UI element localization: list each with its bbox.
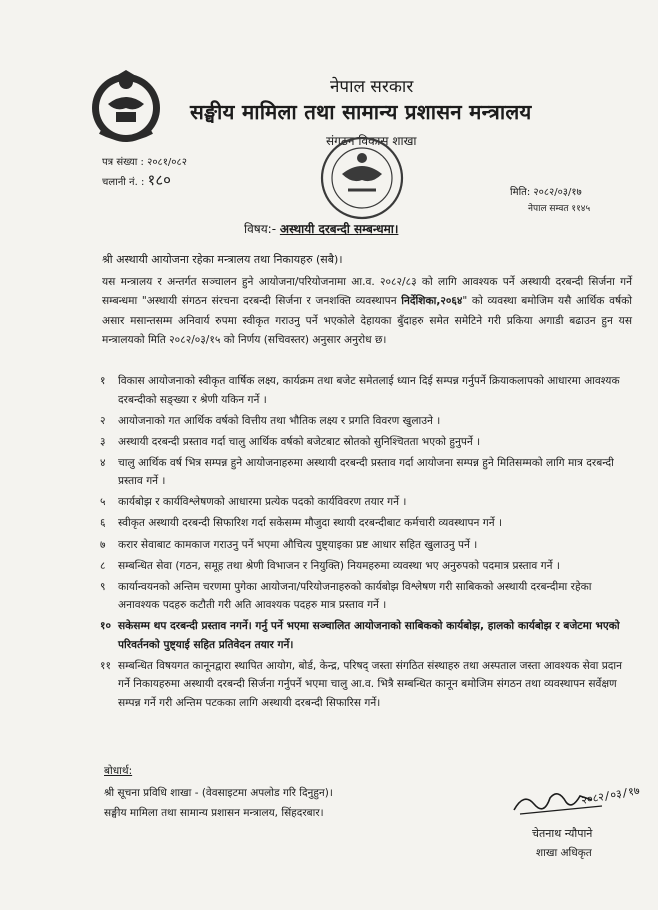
list-item-text: कार्यबोझ र कार्यविश्लेषणको आधारमा प्रत्येक पदको कार्यविवरण तयार गर्ने । [118,496,407,509]
signature-date: २०८२/०३/१७ [580,783,641,807]
list-item-text: स्वीकृत अस्थायी दरबन्दी सिफारिश गर्दा सकेसम्म मौजुदा स्थायी दरबन्दीबाट कर्मचारी व्यवस्थापन गर्ने । [118,517,503,530]
letter-number-label: पत्र संख्या : [102,157,144,168]
list-item-number: ५ [100,496,106,509]
list-item-number: ४ [100,456,106,469]
dispatch-number-row [102,170,171,190]
letter-number-row [102,154,187,168]
list-item [100,578,634,615]
list-item [100,433,634,452]
letter-number: २०८१/०८२ [147,157,187,168]
list-item [100,454,634,491]
list-item-text: सम्बन्धित सेवा (गठन, समूह तथा श्रेणी विभाजन र नियुक्ति) नियमहरुमा व्यवस्था भए अनुरुपको पदमात्र प्रस्ताव गर्ने । [118,559,560,572]
list-item [100,514,634,533]
date-value: २०८२/०३/१७ [533,187,582,198]
list-item-text: आयोजनाको गत आर्थिक वर्षको वित्तीय तथा भौतिक लक्ष्य र प्रगति विवरण खुलाउने । [118,414,441,427]
list-item-number: १ [100,375,106,387]
list-item-number: ११ [100,659,112,672]
intro-text-1: यस मन्त्रालय र अन्तर्गत सञ्चालन हुने आयोजना/परियोजनामा आ.व. २०८२/८३ को लागि आवश्यक पर्ने अस्थायी दरबन्दी सिर्जना गर्ने सम्बन्धमा "अस्थायी संगठन संरचना दरबन्दी सिर्जना र जनशक्ति व्यवस्थापन [102,276,632,308]
list-item [100,493,634,512]
list-item-number: १० [100,620,112,633]
intro-paragraph [102,273,632,350]
list-item-text: कार्यान्वयनको अन्तिम चरणमा पुगेका आयोजना/परियोजनाहरुको कार्यबोझ विश्लेषण गरी साबिकको अस्थायी दरबन्दीमा रहेका अनावश्यक पदहरु कटौती गरी अति आवश्यक पदहरु मात्र प्रस्ताव गर्ने । [118,580,592,612]
subject-label: विषय:- [244,222,277,236]
list-item-number: ९ [100,580,106,593]
list-item-number: २ [100,414,106,427]
cc-title: बोधार्थ: [104,765,133,777]
list-item-text: चालु आर्थिक वर्ष भित्र सम्पन्न हुने आयोजनाहरुमा अस्थायी दरबन्दी प्रस्ताव गर्दा आयोजना सम्पन्न हुने मितिसम्मको लागि मात्र दरबन्दी प्रस्ताव गर्ने । [118,456,614,488]
list-item-text: सम्बन्धित विषयगत कानूनद्वारा स्थापित आयोग, बोर्ड, केन्द्र, परिषद् जस्ता संगठित संस्थाहरु तथा अस्पताल जस्ता आवश्यक सेवा प्रदान गर्ने निकायहरुमा अस्थायी दरबन्दी सिर्जना गर्नुपर्ने भएमा चालु आ.व. भित्रै सम्बन्धित कानून बमोजिम संगठन तथा व्यवस्थापन सर्वेक्षण सम्पन्न गर्ने गरी अन्तिम पटकका लागि अस्थायी दरबन्दी सिफारिस गर्ने। [118,659,623,709]
list-item-number: ८ [100,559,106,572]
list-item-number: ७ [100,538,106,551]
list-item-text: सकेसम्म थप दरबन्दी प्रस्ताव नगर्ने। गर्नु पर्ने भएमा सञ्चालित आयोजनाको साबिकको कार्यबोझ, हालको कार्यबोझ र बजेटमा भएको परिवर्तनको पुष्ट्याई सहित प्रतिवेदन तयार गर्ने। [118,620,620,651]
instruction-list [100,372,634,715]
addressee: श्री अस्थायी आयोजना रहेका मन्त्रालय तथा निकायहरु (सबै)। [102,253,343,266]
date-label: मिति: [510,187,531,198]
intro-text-bold: निर्देशिका,२०६४ [401,295,463,308]
dispatch-number: १८० [147,171,171,189]
date-row [510,184,582,198]
office-stamp-icon [308,128,416,224]
cc-line: श्री सूचना प्रविधि शाखा - (वेवसाइटमा अपलोड गरि दिनुहुन)। [104,787,333,799]
list-item [100,617,634,654]
list-item [100,536,634,555]
list-item-number: ६ [100,517,106,530]
list-item-text: अस्थायी दरबन्दी प्रस्ताव गर्दा चालु आर्थिक वर्षको बजेटबाट स्रोतको सुनिश्चितता भएको हुनुपर्ने । [118,435,481,448]
list-item [100,372,634,409]
nepal-emblem-icon [86,66,166,146]
list-item-text: विकास आयोजनाको स्वीकृत वार्षिक लक्ष्य, कार्यक्रम तथा बजेट समेतलाई ध्यान दिई सम्पन्न गर्नुपर्ने क्रियाकलापको आधारमा आवश्यक दरबन्दीको सङ्ख्या र श्रेणी यकिन गर्ने । [118,375,620,406]
era-row [528,201,590,214]
list-item-number: ३ [100,435,106,448]
list-item [100,412,634,431]
subject-line [244,220,398,237]
cc-line: सङ्घीय मामिला तथा सामान्य प्रशासन मन्त्रालय, सिंहदरबार। [104,807,324,819]
signer-title: शाखा अधिकृत [536,847,592,859]
dispatch-number-label: चलानी नं. : [102,177,145,188]
signer-name: चेतनाथ न्यौपाने [532,827,593,840]
ministry-name: सङ्घीय मामिला तथा सामान्य प्रशासन मन्त्रालय [190,100,532,124]
list-item [100,557,634,576]
era-year: ११४५ [571,204,591,214]
signature-icon [506,770,648,826]
era-label: नेपाल सम्वत [528,204,569,214]
list-item [100,657,634,713]
branch-name: संगठन विकास शाखा [326,134,417,148]
subject-text: अस्थायी दरबन्दी सम्बन्धमा। [279,222,399,236]
list-item-text: करार सेवाबाट कामकाज गराउनु पर्ने भएमा औचित्य पुष्ट्याइका प्रष्ट आधार सहित खुलाउनु पर्ने । [118,538,478,551]
government-name: नेपाल सरकार [330,77,414,97]
intro-text-2: " को व्यवस्था बमोजिम यसै आर्थिक वर्षको असार मसान्तसम्म अनिवार्य रुपमा स्वीकृत गराउनु पर्ने भएकोले देहायका बुँदाहरु समेत समेटिने गरी प्रकिया अगाडी बढाउन हुन यस मन्त्रालयको मिति २०८२/०३/१५ को निर्णय (सचिवस्तर) अनुसार अनुरोध छ। [102,295,632,346]
